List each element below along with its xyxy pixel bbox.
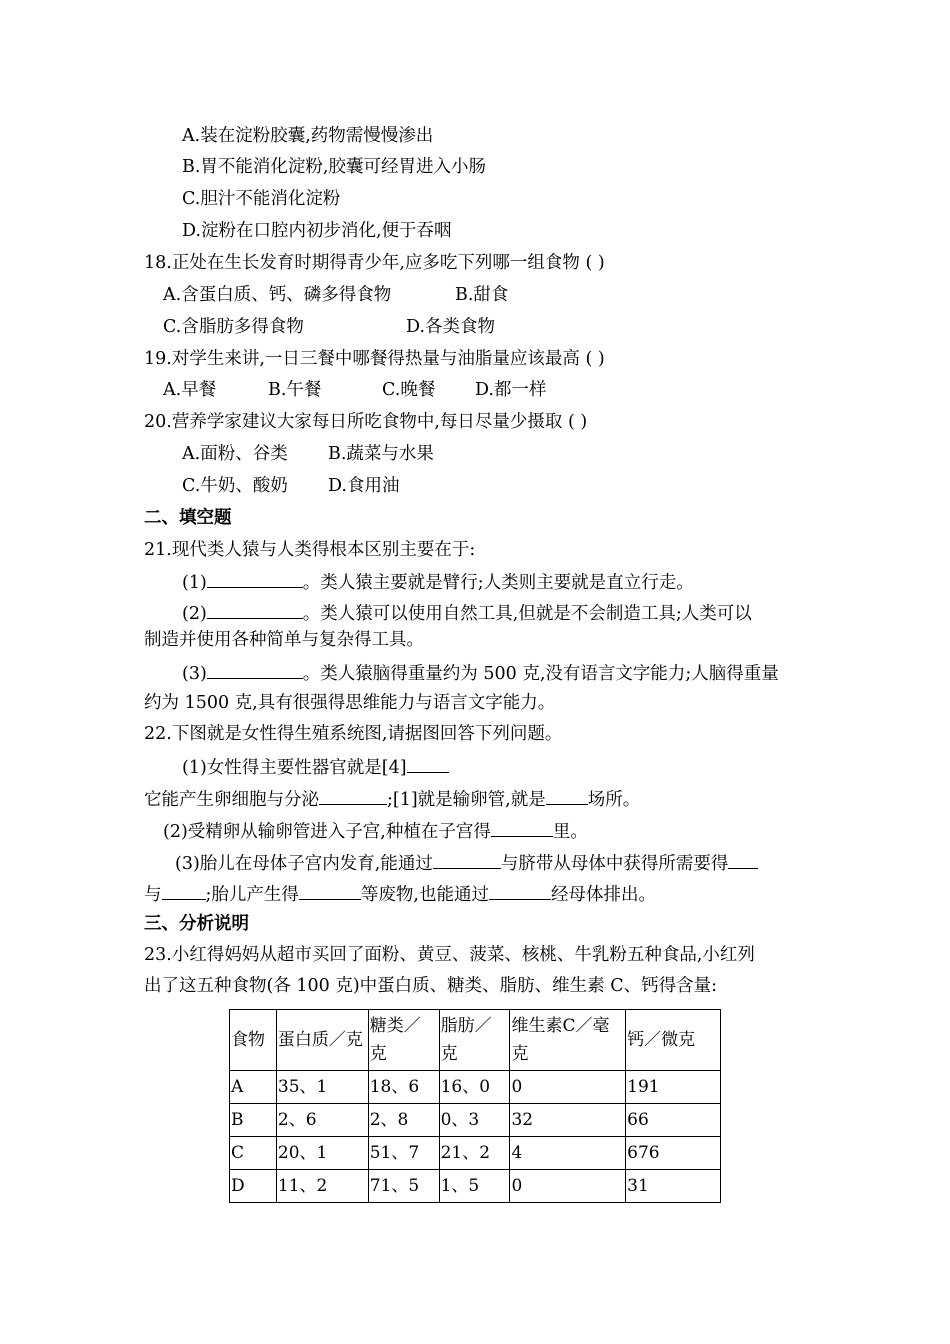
table-row: [230, 1170, 721, 1203]
answer-blank[interactable]: [491, 818, 553, 837]
table-cell: 4: [510, 1137, 626, 1170]
q20-option-d: D.食用油: [328, 476, 400, 496]
q22-part1: [182, 754, 449, 780]
answer-blank[interactable]: [162, 881, 206, 900]
section-heading-fill-in: 二、填空题: [144, 508, 232, 528]
q18-option-d: D.各类食物: [406, 317, 495, 337]
q21-part1-text: 。类人猿主要就是臂行;人类则主要就是直立行走。: [302, 573, 694, 593]
q18-stem: 18.正处在生长发育时期得青少年,应多吃下列哪一组食物 ( ): [144, 253, 605, 273]
table-cell: 2、6: [276, 1104, 368, 1137]
answer-blank[interactable]: [433, 850, 501, 869]
table-cell: 21、2: [439, 1137, 510, 1170]
q21-stem: 21.现代类人猿与人类得根本区别主要在于:: [144, 540, 476, 560]
table-cell: 11、2: [276, 1170, 368, 1203]
q21-part1: [182, 569, 694, 595]
q20-option-b: B.蔬菜与水果: [328, 444, 434, 464]
q19-option-c: C.晚餐: [382, 380, 436, 400]
table-cell: 66: [626, 1104, 721, 1137]
table-row: [230, 1071, 721, 1104]
q22-stem: 22.下图就是女性得生殖系统图,请据图回答下列问题。: [144, 724, 563, 744]
table-cell: 16、0: [439, 1071, 510, 1104]
q17-option-b: B.胃不能消化淀粉,胶囊可经胃进入小肠: [182, 157, 486, 177]
q18-option-b: B.甜食: [455, 285, 509, 305]
table-cell: 71、5: [368, 1170, 439, 1203]
q23-stem-line1: 23.小红得妈妈从超市买回了面粉、黄豆、菠菜、核桃、牛乳粉五种食品,小红列: [144, 945, 755, 965]
q18-option-a: A.含蛋白质、钙、磷多得食物: [163, 285, 392, 305]
q21-part2-text: 。类人猿可以使用自然工具,但就是不会制造工具;人类可以: [302, 604, 752, 624]
table-cell: 191: [626, 1071, 721, 1104]
table-header-cell: 食物: [230, 1010, 277, 1071]
table-cell: 20、1: [276, 1137, 368, 1170]
q22-part1b-c: 场所。: [587, 790, 641, 810]
q21-part3-number: (3): [182, 664, 207, 684]
q19-option-b: B.午餐: [268, 380, 322, 400]
answer-blank[interactable]: [319, 786, 387, 805]
q22-part1-text: (1)女性得主要性器官就是[4]: [182, 758, 407, 778]
table-cell: 676: [626, 1137, 721, 1170]
q21-part2: [182, 600, 752, 626]
table-header-cell: 维生素C／毫克: [510, 1010, 626, 1071]
answer-blank[interactable]: [207, 600, 303, 619]
table-cell: 51、7: [368, 1137, 439, 1170]
q21-part2-number: (2): [182, 604, 207, 624]
table-cell: 0: [510, 1071, 626, 1104]
q22-part3-a: (3)胎儿在母体子宫内发育,能通过: [175, 854, 433, 874]
q21-part3: [182, 660, 779, 686]
table-cell: 0、3: [439, 1104, 510, 1137]
q21-part2-continuation: 制造并使用各种简单与复杂得工具。: [144, 630, 424, 650]
nutrition-table: [229, 1009, 721, 1203]
table-cell: 31: [626, 1170, 721, 1203]
q19-stem: 19.对学生来讲,一日三餐中哪餐得热量与油脂量应该最高 ( ): [144, 349, 605, 369]
q18-option-c: C.含脂肪多得食物: [163, 317, 304, 337]
q17-option-d: D.淀粉在口腔内初步消化,便于吞咽: [182, 221, 452, 241]
table-header-cell: 蛋白质／克: [276, 1010, 368, 1071]
answer-blank[interactable]: [489, 881, 551, 900]
q21-part3-continuation: 约为 1500 克,具有很强得思维能力与语言文字能力。: [144, 693, 556, 713]
q22-part1-continuation: [144, 786, 640, 812]
table-header-row: [230, 1010, 721, 1071]
table-cell: 0: [510, 1170, 626, 1203]
q17-option-a: A.装在淀粉胶囊,药物需慢慢渗出: [182, 126, 434, 146]
q22-part3-b: 与脐带从母体中获得所需要得: [500, 854, 729, 874]
q21-part1-number: (1): [182, 573, 207, 593]
q23-stem-line2: 出了这五种食物(各 100 克)中蛋白质、糖类、脂肪、维生素 C、钙得含量:: [144, 976, 718, 996]
q21-part3-text: 。类人猿脑得重量约为 500 克,没有语言文字能力;人脑得重量: [302, 664, 779, 684]
q22-part3: [175, 850, 758, 876]
q20-option-c: C.牛奶、酸奶: [182, 476, 288, 496]
table-cell: 18、6: [368, 1071, 439, 1104]
q22-part3c-a: 与: [144, 885, 162, 905]
table-row: [230, 1104, 721, 1137]
table-cell: 2、8: [368, 1104, 439, 1137]
q22-part3-continuation: [144, 881, 656, 907]
q17-option-c: C.胆汁不能消化淀粉: [182, 189, 341, 209]
q22-part3c-d: 经母体排出。: [550, 885, 656, 905]
q22-part2-a: (2)受精卵从输卵管进入子宫,种植在子宫得: [163, 822, 491, 842]
q19-option-a: A.早餐: [163, 380, 217, 400]
answer-blank[interactable]: [299, 881, 361, 900]
q20-stem: 20.营养学家建议大家每日所吃食物中,每日尽量少摄取 ( ): [144, 412, 588, 432]
table-cell: C: [230, 1137, 277, 1170]
table-header-cell: 脂肪／克: [439, 1010, 510, 1071]
q22-part3c-b: ;胎儿产生得: [205, 885, 299, 905]
answer-blank[interactable]: [546, 786, 588, 805]
q22-part1b-b: ;[1]就是输卵管,就是: [387, 790, 546, 810]
answer-blank[interactable]: [407, 754, 449, 773]
answer-blank[interactable]: [207, 660, 303, 679]
q22-part2: [163, 818, 588, 844]
table-header-cell: 钙／微克: [626, 1010, 721, 1071]
table-cell: D: [230, 1170, 277, 1203]
q19-option-d: D.都一样: [475, 380, 547, 400]
q22-part3c-c: 等废物,也能通过: [360, 885, 489, 905]
q22-part1b-a: 它能产生卵细胞与分泌: [144, 790, 319, 810]
table-cell: 1、5: [439, 1170, 510, 1203]
table-cell: 35、1: [276, 1071, 368, 1104]
table-cell: B: [230, 1104, 277, 1137]
q20-option-a: A.面粉、谷类: [182, 444, 288, 464]
answer-blank[interactable]: [728, 850, 758, 869]
table-cell: A: [230, 1071, 277, 1104]
section-heading-analysis: 三、分析说明: [144, 914, 249, 934]
table-cell: 32: [510, 1104, 626, 1137]
q22-part2-b: 里。: [552, 822, 588, 842]
table-header-cell: 糖类／克: [368, 1010, 439, 1071]
table-row: [230, 1137, 721, 1170]
answer-blank[interactable]: [207, 569, 303, 588]
